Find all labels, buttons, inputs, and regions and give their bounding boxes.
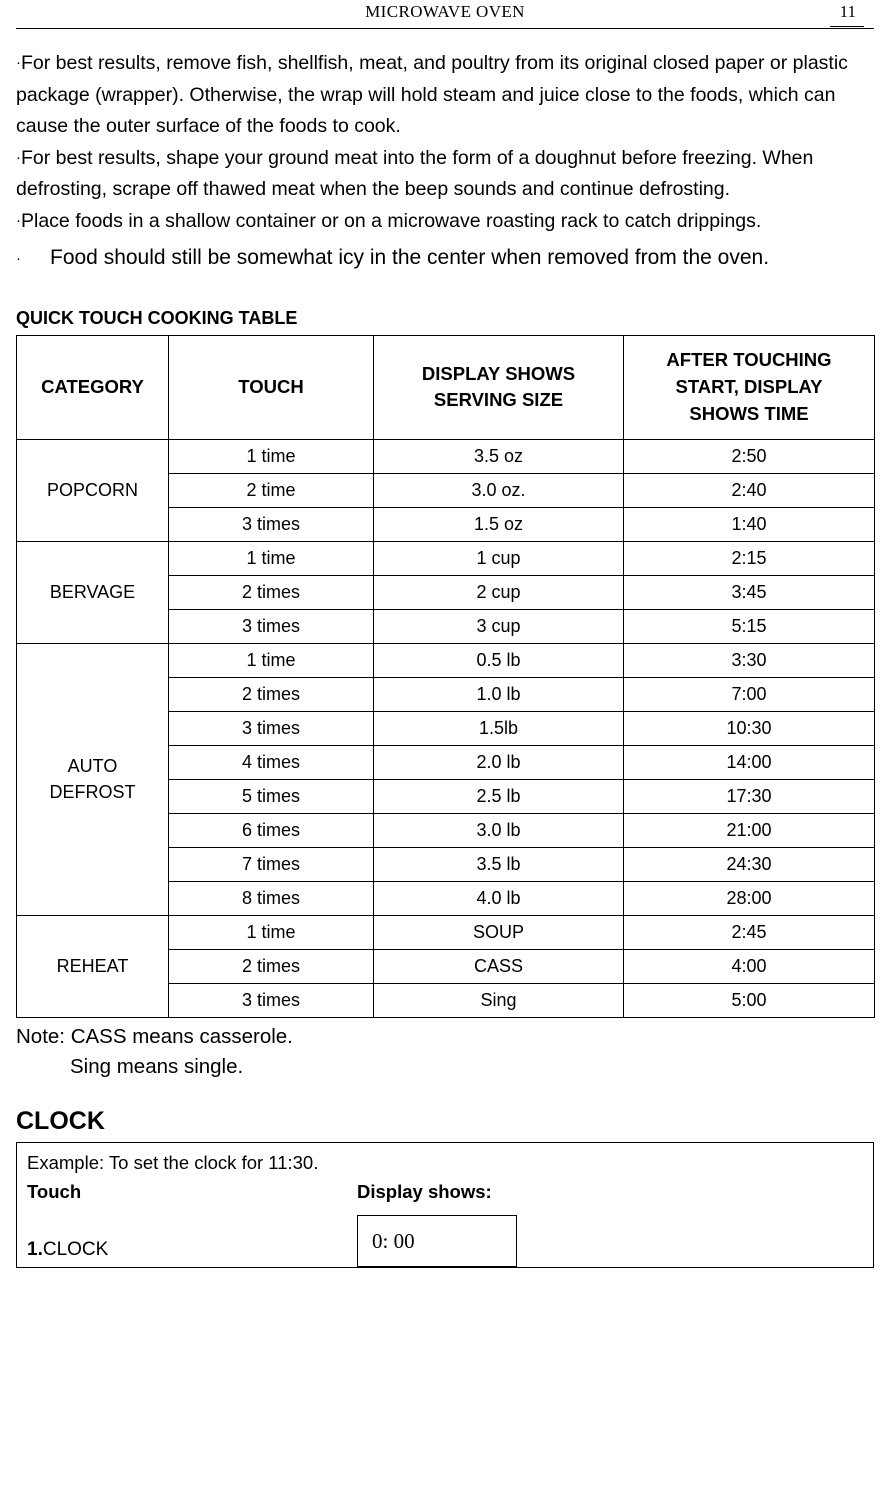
cell-serving-size: 2 cup bbox=[374, 575, 624, 609]
note-line-2: Sing means single. bbox=[70, 1054, 244, 1078]
clock-step-row bbox=[27, 1215, 865, 1267]
table-row bbox=[17, 643, 875, 677]
table-row bbox=[17, 541, 875, 575]
cell-serving-size: 3.5 lb bbox=[374, 847, 624, 881]
column-header-line: DISPLAY SHOWS bbox=[421, 362, 576, 384]
column-header-touch: TOUCH bbox=[169, 335, 374, 439]
table-row bbox=[17, 915, 875, 949]
cell-touch: 2 times bbox=[169, 575, 374, 609]
bullet-icon: · bbox=[16, 148, 21, 166]
table-title: QUICK TOUCH COOKING TABLE bbox=[16, 307, 298, 328]
intro-bullet-4 bbox=[16, 243, 874, 273]
table-note bbox=[16, 1022, 874, 1081]
cell-serving-size: 4.0 lb bbox=[374, 881, 624, 915]
intro-bullet-2 bbox=[16, 143, 874, 206]
cell-time: 3:30 bbox=[624, 643, 875, 677]
clock-step-1 bbox=[27, 1239, 357, 1267]
clock-instruction-box bbox=[16, 1142, 874, 1268]
document-title: MICROWAVE OVEN bbox=[365, 2, 525, 21]
cell-serving-size: 2.5 lb bbox=[374, 779, 624, 813]
intro-paragraphs bbox=[16, 48, 874, 274]
cell-serving-size: Sing bbox=[374, 983, 624, 1017]
clock-display-value: 0: 00 bbox=[372, 1228, 415, 1253]
page-header bbox=[16, 0, 874, 32]
cell-time: 2:40 bbox=[624, 473, 875, 507]
clock-column-display: Display shows: bbox=[357, 1181, 492, 1203]
intro-bullet-3-text: Place foods in a shallow container or on a microwave roasting rack to catch drippings. bbox=[21, 209, 762, 232]
column-header-category: CATEGORY bbox=[17, 335, 169, 439]
cell-time: 17:30 bbox=[624, 779, 875, 813]
cell-touch: 4 times bbox=[169, 745, 374, 779]
table-header-row bbox=[17, 335, 875, 439]
intro-bullet-2-text: For best results, shape your ground meat into the form of a doughnut before freezing. When defrosting, scrape off thawed meat when the beep sounds and continue defrosting. bbox=[16, 146, 814, 201]
column-header-line: START, DISPLAY bbox=[675, 376, 823, 397]
category-cell-popcorn bbox=[17, 439, 169, 541]
category-cell-bervage bbox=[17, 541, 169, 643]
bullet-icon: · bbox=[16, 250, 21, 268]
cell-touch: 8 times bbox=[169, 881, 374, 915]
cell-time: 14:00 bbox=[624, 745, 875, 779]
clock-example-text: Example: To set the clock for 11:30. bbox=[27, 1152, 319, 1174]
category-cell-reheat bbox=[17, 915, 169, 1017]
header-divider bbox=[16, 28, 874, 29]
page-number-underline bbox=[830, 26, 864, 27]
cell-touch: 2 times bbox=[169, 677, 374, 711]
cell-touch: 2 time bbox=[169, 473, 374, 507]
cell-touch: 5 times bbox=[169, 779, 374, 813]
cell-touch: 1 time bbox=[169, 915, 374, 949]
clock-section-title: CLOCK bbox=[16, 1107, 105, 1136]
cell-touch: 3 times bbox=[169, 711, 374, 745]
cell-touch: 3 times bbox=[169, 609, 374, 643]
cell-touch: 1 time bbox=[169, 439, 374, 473]
cell-time: 21:00 bbox=[624, 813, 875, 847]
cell-serving-size: 3 cup bbox=[374, 609, 624, 643]
bullet-icon: · bbox=[16, 211, 21, 229]
clock-step-button-label: CLOCK bbox=[42, 1239, 109, 1261]
cell-serving-size: 2.0 lb bbox=[374, 745, 624, 779]
intro-bullet-1 bbox=[16, 48, 874, 143]
clock-display-readout bbox=[357, 1215, 517, 1267]
cell-time: 1:40 bbox=[624, 507, 875, 541]
category-label: POPCORN bbox=[46, 480, 138, 501]
cell-time: 5:15 bbox=[624, 609, 875, 643]
cell-serving-size: 1 cup bbox=[374, 541, 624, 575]
intro-bullet-4-text: Food should still be somewhat icy in the center when removed from the oven. bbox=[50, 246, 770, 270]
clock-step-number: 1. bbox=[27, 1239, 43, 1261]
intro-bullet-3 bbox=[16, 206, 874, 238]
cell-touch: 7 times bbox=[169, 847, 374, 881]
cell-time: 2:45 bbox=[624, 915, 875, 949]
cell-time: 28:00 bbox=[624, 881, 875, 915]
column-header-line: SHOWS TIME bbox=[689, 402, 809, 424]
cell-time: 4:00 bbox=[624, 949, 875, 983]
cell-time: 24:30 bbox=[624, 847, 875, 881]
cell-serving-size: 1.0 lb bbox=[374, 677, 624, 711]
cell-time: 2:50 bbox=[624, 439, 875, 473]
cell-serving-size: 1.5lb bbox=[374, 711, 624, 745]
cell-touch: 6 times bbox=[169, 813, 374, 847]
column-header-display-shows-serving-size bbox=[374, 335, 624, 439]
cell-serving-size: 0.5 lb bbox=[374, 643, 624, 677]
column-header-line: AFTER TOUCHING bbox=[666, 349, 832, 371]
category-label: REHEAT bbox=[56, 956, 129, 977]
cell-serving-size: 3.5 oz bbox=[374, 439, 624, 473]
table-row bbox=[17, 439, 875, 473]
cell-touch: 1 time bbox=[169, 643, 374, 677]
cell-time: 2:15 bbox=[624, 541, 875, 575]
cell-time: 7:00 bbox=[624, 677, 875, 711]
bullet-icon: · bbox=[16, 54, 21, 71]
clock-column-touch: Touch bbox=[27, 1181, 82, 1203]
intro-bullet-1-text: For best results, remove fish, shellfish, meat, and poultry from its original closed paper or plastic package (wrapper). Otherwise, the wrap will hold steam and juice close to the foods, which can cause the outer surface of the foods to cook. bbox=[16, 52, 848, 138]
category-label: BERVAGE bbox=[49, 582, 136, 603]
cell-serving-size: CASS bbox=[374, 949, 624, 983]
category-label: DEFROST bbox=[49, 782, 136, 803]
category-cell-auto-defrost bbox=[17, 643, 169, 915]
cell-serving-size: 3.0 lb bbox=[374, 813, 624, 847]
cell-serving-size: 1.5 oz bbox=[374, 507, 624, 541]
cell-serving-size: SOUP bbox=[374, 915, 624, 949]
cell-touch: 2 times bbox=[169, 949, 374, 983]
cell-time: 10:30 bbox=[624, 711, 875, 745]
quick-touch-cooking-table bbox=[16, 335, 875, 1018]
page-number: 11 bbox=[839, 2, 856, 21]
cell-touch: 1 time bbox=[169, 541, 374, 575]
column-header-after-touching-start bbox=[624, 335, 875, 439]
clock-column-headers bbox=[27, 1181, 863, 1203]
cell-time: 5:00 bbox=[624, 983, 875, 1017]
cell-serving-size: 3.0 oz. bbox=[374, 473, 624, 507]
cell-touch: 3 times bbox=[169, 983, 374, 1017]
note-line-1: Note: CASS means casserole. bbox=[16, 1024, 293, 1048]
column-header-line: SERVING SIZE bbox=[433, 389, 564, 411]
cell-time: 3:45 bbox=[624, 575, 875, 609]
cell-touch: 3 times bbox=[169, 507, 374, 541]
category-label: AUTO bbox=[67, 756, 118, 777]
